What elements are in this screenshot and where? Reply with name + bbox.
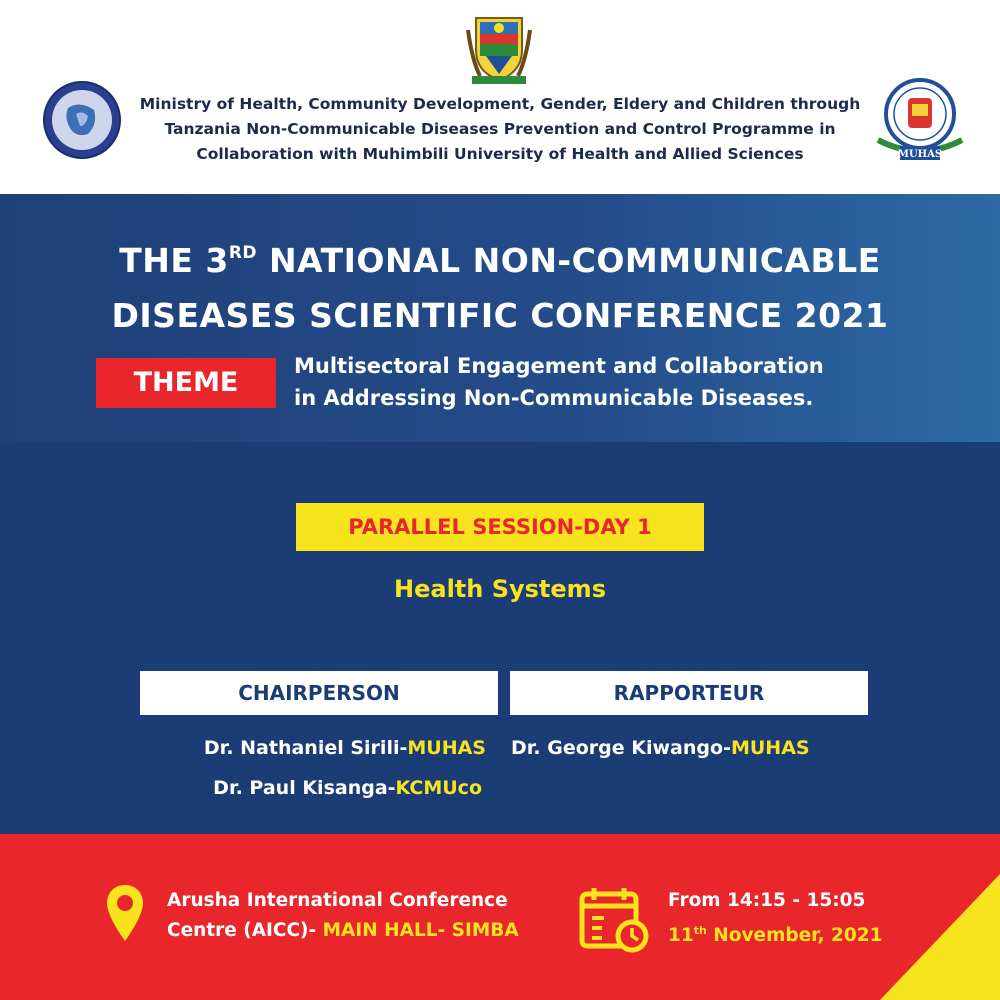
chairperson-2 (213, 773, 482, 803)
venue-line-2-bold: (AICC)- (243, 920, 317, 941)
chairperson-2-org: KCMUco (395, 777, 482, 799)
ntlp-seal-icon (42, 80, 122, 160)
theme-line-1: Multisectoral Engagement and Collaboration (294, 354, 824, 378)
theme-line-2: in Addressing Non-Communicable Diseases. (294, 386, 814, 410)
calendar-clock-icon (578, 884, 652, 954)
coat-of-arms-icon (466, 10, 532, 86)
venue-line-1: Arusha International Conference (167, 890, 508, 911)
location-pin-icon (104, 883, 146, 945)
title-rest: NATIONAL NON-COMMUNICABLE (257, 241, 881, 280)
chairperson-1-org: MUHAS (407, 737, 486, 759)
title-sup: RD (228, 243, 258, 263)
ministry-line-2: Tanzania Non-Communicable Diseases Prevention and Control Programme in (164, 120, 836, 138)
muhas-seal-text: MUHAS (897, 149, 943, 160)
chairperson-1 (204, 733, 486, 763)
venue-line-2 (167, 916, 519, 946)
venue-hall: MAIN HALL- SIMBA (316, 920, 519, 941)
chairperson-heading: CHAIRPERSON (140, 671, 498, 715)
muhas-seal-icon (872, 74, 968, 164)
date-rest: November, 2021 (706, 925, 883, 946)
rapporteur-1 (511, 733, 810, 763)
theme-text (294, 350, 914, 414)
session-badge: PARALLEL SESSION-DAY 1 (296, 503, 704, 551)
title-line-1 (0, 226, 1000, 288)
ministry-line-1: Ministry of Health, Community Development, Gender, Eldery and Children through (139, 95, 861, 113)
rapporteur-heading: RAPPORTEUR (510, 671, 868, 715)
chairperson-1-name: Dr. Nathaniel Sirili- (203, 737, 408, 759)
session-date (668, 916, 883, 951)
session-panel (0, 442, 1000, 834)
title-line-2: DISEASES SCIENTIFIC CONFERENCE 2021 (111, 296, 889, 335)
venue-text (167, 886, 519, 946)
time-range: From 14:15 - 15:05 (668, 890, 866, 911)
date-day: 11 (668, 925, 694, 946)
session-time (668, 886, 883, 951)
session-track: Health Systems (394, 575, 606, 603)
theme-badge: THEME (96, 358, 276, 408)
rapporteur-name: Dr. George Kiwango- (511, 737, 731, 759)
title-pre: THE 3 (119, 241, 229, 280)
ministry-line-3: Collaboration with Muhimbili University of Health and Allied Sciences (196, 145, 804, 163)
rapporteur-org: MUHAS (730, 737, 810, 759)
conference-title (0, 226, 1000, 343)
date-sup: th (693, 924, 707, 937)
ministry-text (125, 92, 875, 167)
venue-line-2-pre: Centre (167, 920, 244, 941)
chairperson-2-name: Dr. Paul Kisanga- (213, 777, 396, 799)
